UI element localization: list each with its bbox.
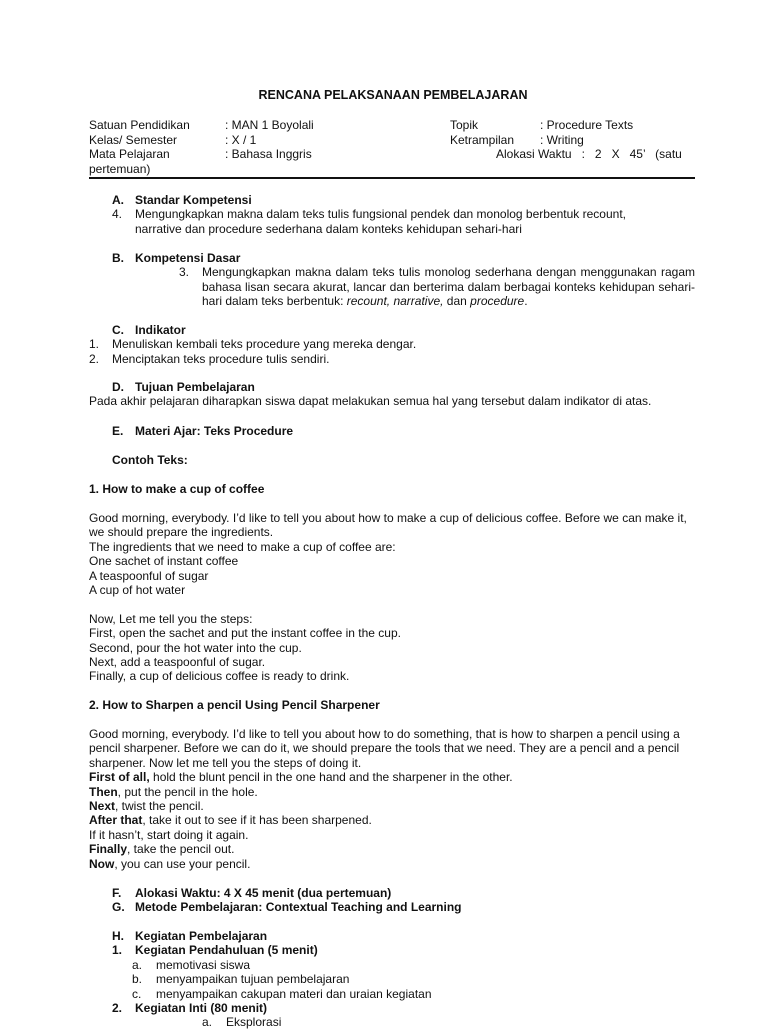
list-item: a. Eksplorasi [202,1015,282,1030]
satuan-label: Satuan Pendidikan [89,118,190,132]
ketrampilan-value: : Writing [540,132,584,147]
section-d-text: Pada akhir pelajaran diharapkan siswa dapat melakukan semua hal yang tersebut dalam indikator di atas. [89,394,652,409]
satuan-value: : MAN 1 Boyolali [225,118,314,132]
topik-label: Topik [450,118,479,132]
section-b [89,251,695,309]
kelas-value: : X / 1 [225,132,257,147]
section-c-letter: C. [112,323,124,337]
example-1-step: Second, pour the hot water into the cup. [89,640,302,655]
kelas-label: Kelas/ Semester [89,132,178,147]
section-h [89,929,695,1030]
subsection-pendahuluan: 1. Kegiatan Pendahuluan (5 menit) [112,943,318,958]
example-2-title: 2. How to Sharpen a pencil Using Pencil Sharpener [89,698,380,712]
example-1-title: 1. How to make a cup of coffee [89,482,265,496]
document-title: RENCANA PELAKSANAAN PEMBELAJARAN [258,88,528,102]
example-1-line: A teaspoonful of sugar [89,568,209,583]
mapel-label: Mata Pelajaran [89,147,170,161]
topik-value: : Procedure Texts [540,118,634,132]
header-rule [89,177,695,179]
example-2-step: If it hasn’t, start doing it again. [89,827,249,842]
alokasi-line2: pertemuan) [89,161,151,176]
list-item: b. menyampaikan tujuan pembelajaran [132,972,350,987]
list-item: a. memotivasi siswa [132,957,251,972]
example-text-2 [89,698,695,871]
section-a-line1: Mengungkapkan makna dalam teks tulis fungsional pendek dan monolog berbentuk recount, [135,207,626,222]
section-a-number: 4. [112,207,123,222]
section-c [89,323,695,366]
example-2-step: Next, twist the pencil. [89,798,204,813]
example-1-line: A cup of hot water [89,582,186,597]
example-2-step: After that, take it out to see if it has been sharpened. [89,813,372,828]
section-e [89,424,695,438]
section-e-title: Materi Ajar: Teks Procedure [135,424,294,438]
section-b-title: Kompetensi Dasar [135,251,241,265]
example-2-paragraph: Good morning, everybody. I’d like to tell you about how to do something, that is how to sharpen a pencil using a pencil sharpener. Before we can do it, we should prepare the tools that we need. They are a pencil and a pencil sharpener. Now let me tell you the steps of doing it. [89,726,680,770]
section-b-number: 3. [179,265,190,280]
example-2-step: Then, put the pencil in the hole. [89,784,258,799]
contoh-teks-heading: Contoh Teks: [112,453,188,467]
example-1-step: Now, Let me tell you the steps: [89,611,253,626]
subsection-inti: 2. Kegiatan Inti (80 menit) [112,1001,268,1016]
section-f: F. Alokasi Waktu: 4 X 45 menit (dua pertemuan) [112,886,392,900]
section-g: G. Metode Pembelajaran: Contextual Teaching and Learning [112,900,462,915]
section-e-letter: E. [112,424,124,438]
example-2-step: First of all, hold the blunt pencil in the one hand and the sharpener in the other. [89,770,513,785]
example-2-step: Now, you can use your pencil. [89,856,251,871]
section-h-title: H. Kegiatan Pembelajaran [112,929,268,943]
section-b-letter: B. [112,251,124,265]
mapel-value: : Bahasa Inggris [225,147,312,161]
example-1-line: One sachet of instant coffee [89,554,239,569]
example-1-step: Next, add a teaspoonful of sugar. [89,655,266,670]
example-1-step: First, open the sachet and put the instant coffee in the cup. [89,626,401,641]
example-text-1 [89,482,695,684]
ketrampilan-label: Ketrampilan [450,132,515,147]
section-d [89,380,695,409]
example-1-paragraph: Good morning, everybody. I’d like to tell you about how to make a cup of delicious coffee. Before we can make it, we should prepare the ingredients. [89,510,687,540]
section-a-letter: A. [112,193,124,207]
list-item: 1. Menuliskan kembali teks procedure yang mereka dengar. [89,337,417,352]
section-f-g [89,886,695,915]
section-a [89,193,695,236]
section-b-text: Mengungkapkan makna dalam teks tulis monolog sederhana dengan menggunakan ragam bahasa lisan secara akurat, lancar dan berterima dalam berbagai konteks kehidupan sehari-hari dalam teks berbentuk: recount, narrative, dan procedure. [202,265,695,309]
alokasi-line1: Alokasi Waktu : 2 X 45’ (satu [496,147,682,161]
example-1-line: The ingredients that we need to make a cup of coffee are: [89,539,396,554]
section-d-letter: D. [112,380,124,394]
list-item: 2. Menciptakan teks procedure tulis sendiri. [89,351,330,366]
example-1-step: Finally, a cup of delicious coffee is ready to drink. [89,669,350,684]
section-c-title: Indikator [135,323,186,337]
section-a-line2: narrative dan procedure sederhana dalam konteks kehidupan sehari-hari [135,221,522,236]
section-a-title: Standar Kompetensi [135,193,252,207]
list-item: c. menyampaikan cakupan materi dan uraian kegiatan [132,986,432,1001]
section-d-title: Tujuan Pembelajaran [135,380,255,394]
example-2-step: Finally, take the pencil out. [89,842,235,857]
